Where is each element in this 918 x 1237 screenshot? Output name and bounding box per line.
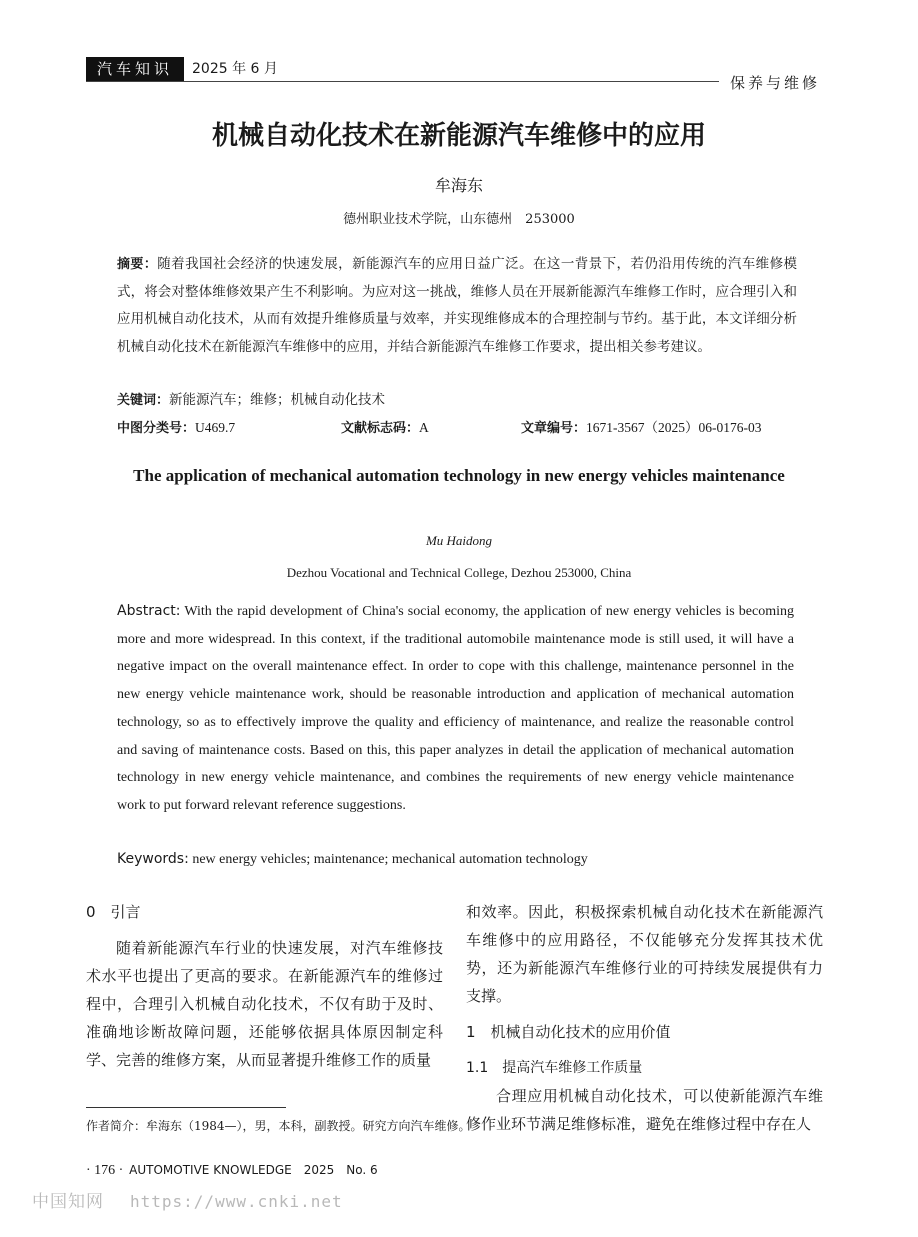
section-1-1-paragraph: 合理应用机械自动化技术，可以使新能源汽车维修作业环节满足维修标准，避免在维修过程中存在人 [466, 1087, 823, 1133]
journal-name-badge: 汽车知识 [86, 57, 184, 81]
abstract-en [117, 598, 794, 820]
section-0-paragraph-continued: 和效率。因此，积极探索机械自动化技术在新能源汽车维修中的应用路径，不仅能够充分发挥其技术优势，还为新能源汽车维修行业的可持续发展提供有力支撑。 [466, 903, 823, 1005]
page-footer [86, 1160, 378, 1181]
footnote-rule [86, 1107, 286, 1108]
page-number: · 176 · [86, 1163, 124, 1178]
keywords-en-label: Keywords: [117, 851, 189, 867]
issue-date: 2025 年 6 月 [192, 61, 278, 77]
abstract-cn [117, 251, 797, 361]
header-rule [86, 81, 719, 82]
document-code: 文献标志码：A [341, 420, 429, 436]
abstract-cn-label: 摘要： [117, 257, 158, 272]
keywords-cn-label: 关键词： [117, 393, 170, 408]
paper-title-en: The application of mechanical automation technology in new energy vehicles maintenance [133, 466, 785, 485]
section-0-heading: 0 引言 [86, 903, 141, 921]
keywords-en-text: new energy vehicles; maintenance; mechanical automation technology [192, 852, 588, 867]
keywords-en [117, 847, 797, 872]
section-0-paragraph: 随着新能源汽车行业的快速发展，对汽车维修技术水平也提出了更高的要求。在新能源汽车的维修过程中，合理引入机械自动化技术，不仅有助于及时、准确地诊断故障问题，还能够依据具体原因制定科学、完善的维修方案，从而显著提升维修工作的质量 [86, 939, 443, 1069]
classification-row [117, 416, 797, 440]
article-number: 文章编号：1671-3567（2025）06-0176-03 [521, 420, 762, 436]
abstract-cn-text: 随着我国社会经济的快速发展，新能源汽车的应用日益广泛。在这一背景下，若仍沿用传统的汽车维修模式，将会对整体维修效果产生不利影响。为应对这一挑战，维修人员在开展新能源汽车维修工作时，应合理引入和应用机械自动化技术，从而有效提升维修质量与效率，并实现维修成本的合理控制与节约。基于此，本文详细分析机械自动化技术在新能源汽车维修中的应用，并结合新能源汽车维修工作要求，提出相关参考建议。 [117, 256, 797, 355]
affiliation-en: Dezhou Vocational and Technical College, Dezhou 253000, China [286, 565, 632, 580]
abstract-en-label: Abstract: [117, 603, 181, 619]
author-en: Mu Haidong [425, 533, 493, 548]
keywords-cn [117, 388, 797, 413]
clc-number: 中图分类号：U469.7 [117, 420, 236, 436]
abstract-en-text: With the rapid development of China's social economy, the application of new energy vehicles is becoming more and more widespread. In this context, if the traditional automobile maintenance mode is still used, it will have a negative impact on the overall maintenance effect. In order to cope with this challenge, maintenance personnel in the new energy vehicle maintenance work, should be reasonable introduction and application of mechanical automation technology, so as to effectively improve the quality and efficiency of maintenance, and realize the reasonable control and saving of maintenance costs. Based on this, this paper analyzes in detail the application of mechanical automation technology in new energy vehicle maintenance, and combines the requirements of new energy vehicle maintenance work to put forward relevant reference suggestions. [117, 604, 794, 813]
cnki-url-watermark: https://www.cnki.net [130, 1192, 343, 1211]
section-1-1-heading: 1.1 提高汽车维修工作质量 [466, 1060, 643, 1076]
body-right-column [466, 898, 823, 1138]
cnki-watermark: 中国知网 [32, 1192, 104, 1212]
footer-journal: AUTOMOTIVE KNOWLEDGE 2025 No. 6 [129, 1163, 378, 1177]
paper-title-cn: 机械自动化技术在新能源汽车维修中的应用 [211, 121, 706, 151]
affiliation-cn: 德州职业技术学院，山东德州 253000 [343, 212, 575, 227]
keywords-cn-text: 新能源汽车；维修；机械自动化技术 [169, 392, 386, 408]
body-left-column [86, 898, 443, 1074]
section-name: 保养与维修 [730, 74, 821, 92]
section-1-heading: 1 机械自动化技术的应用价值 [466, 1023, 671, 1041]
author-cn: 牟海东 [434, 176, 483, 195]
author-footnote: 作者简介：牟海东（1984—），男，本科，副教授。研究方向汽车维修。 [86, 1119, 471, 1133]
